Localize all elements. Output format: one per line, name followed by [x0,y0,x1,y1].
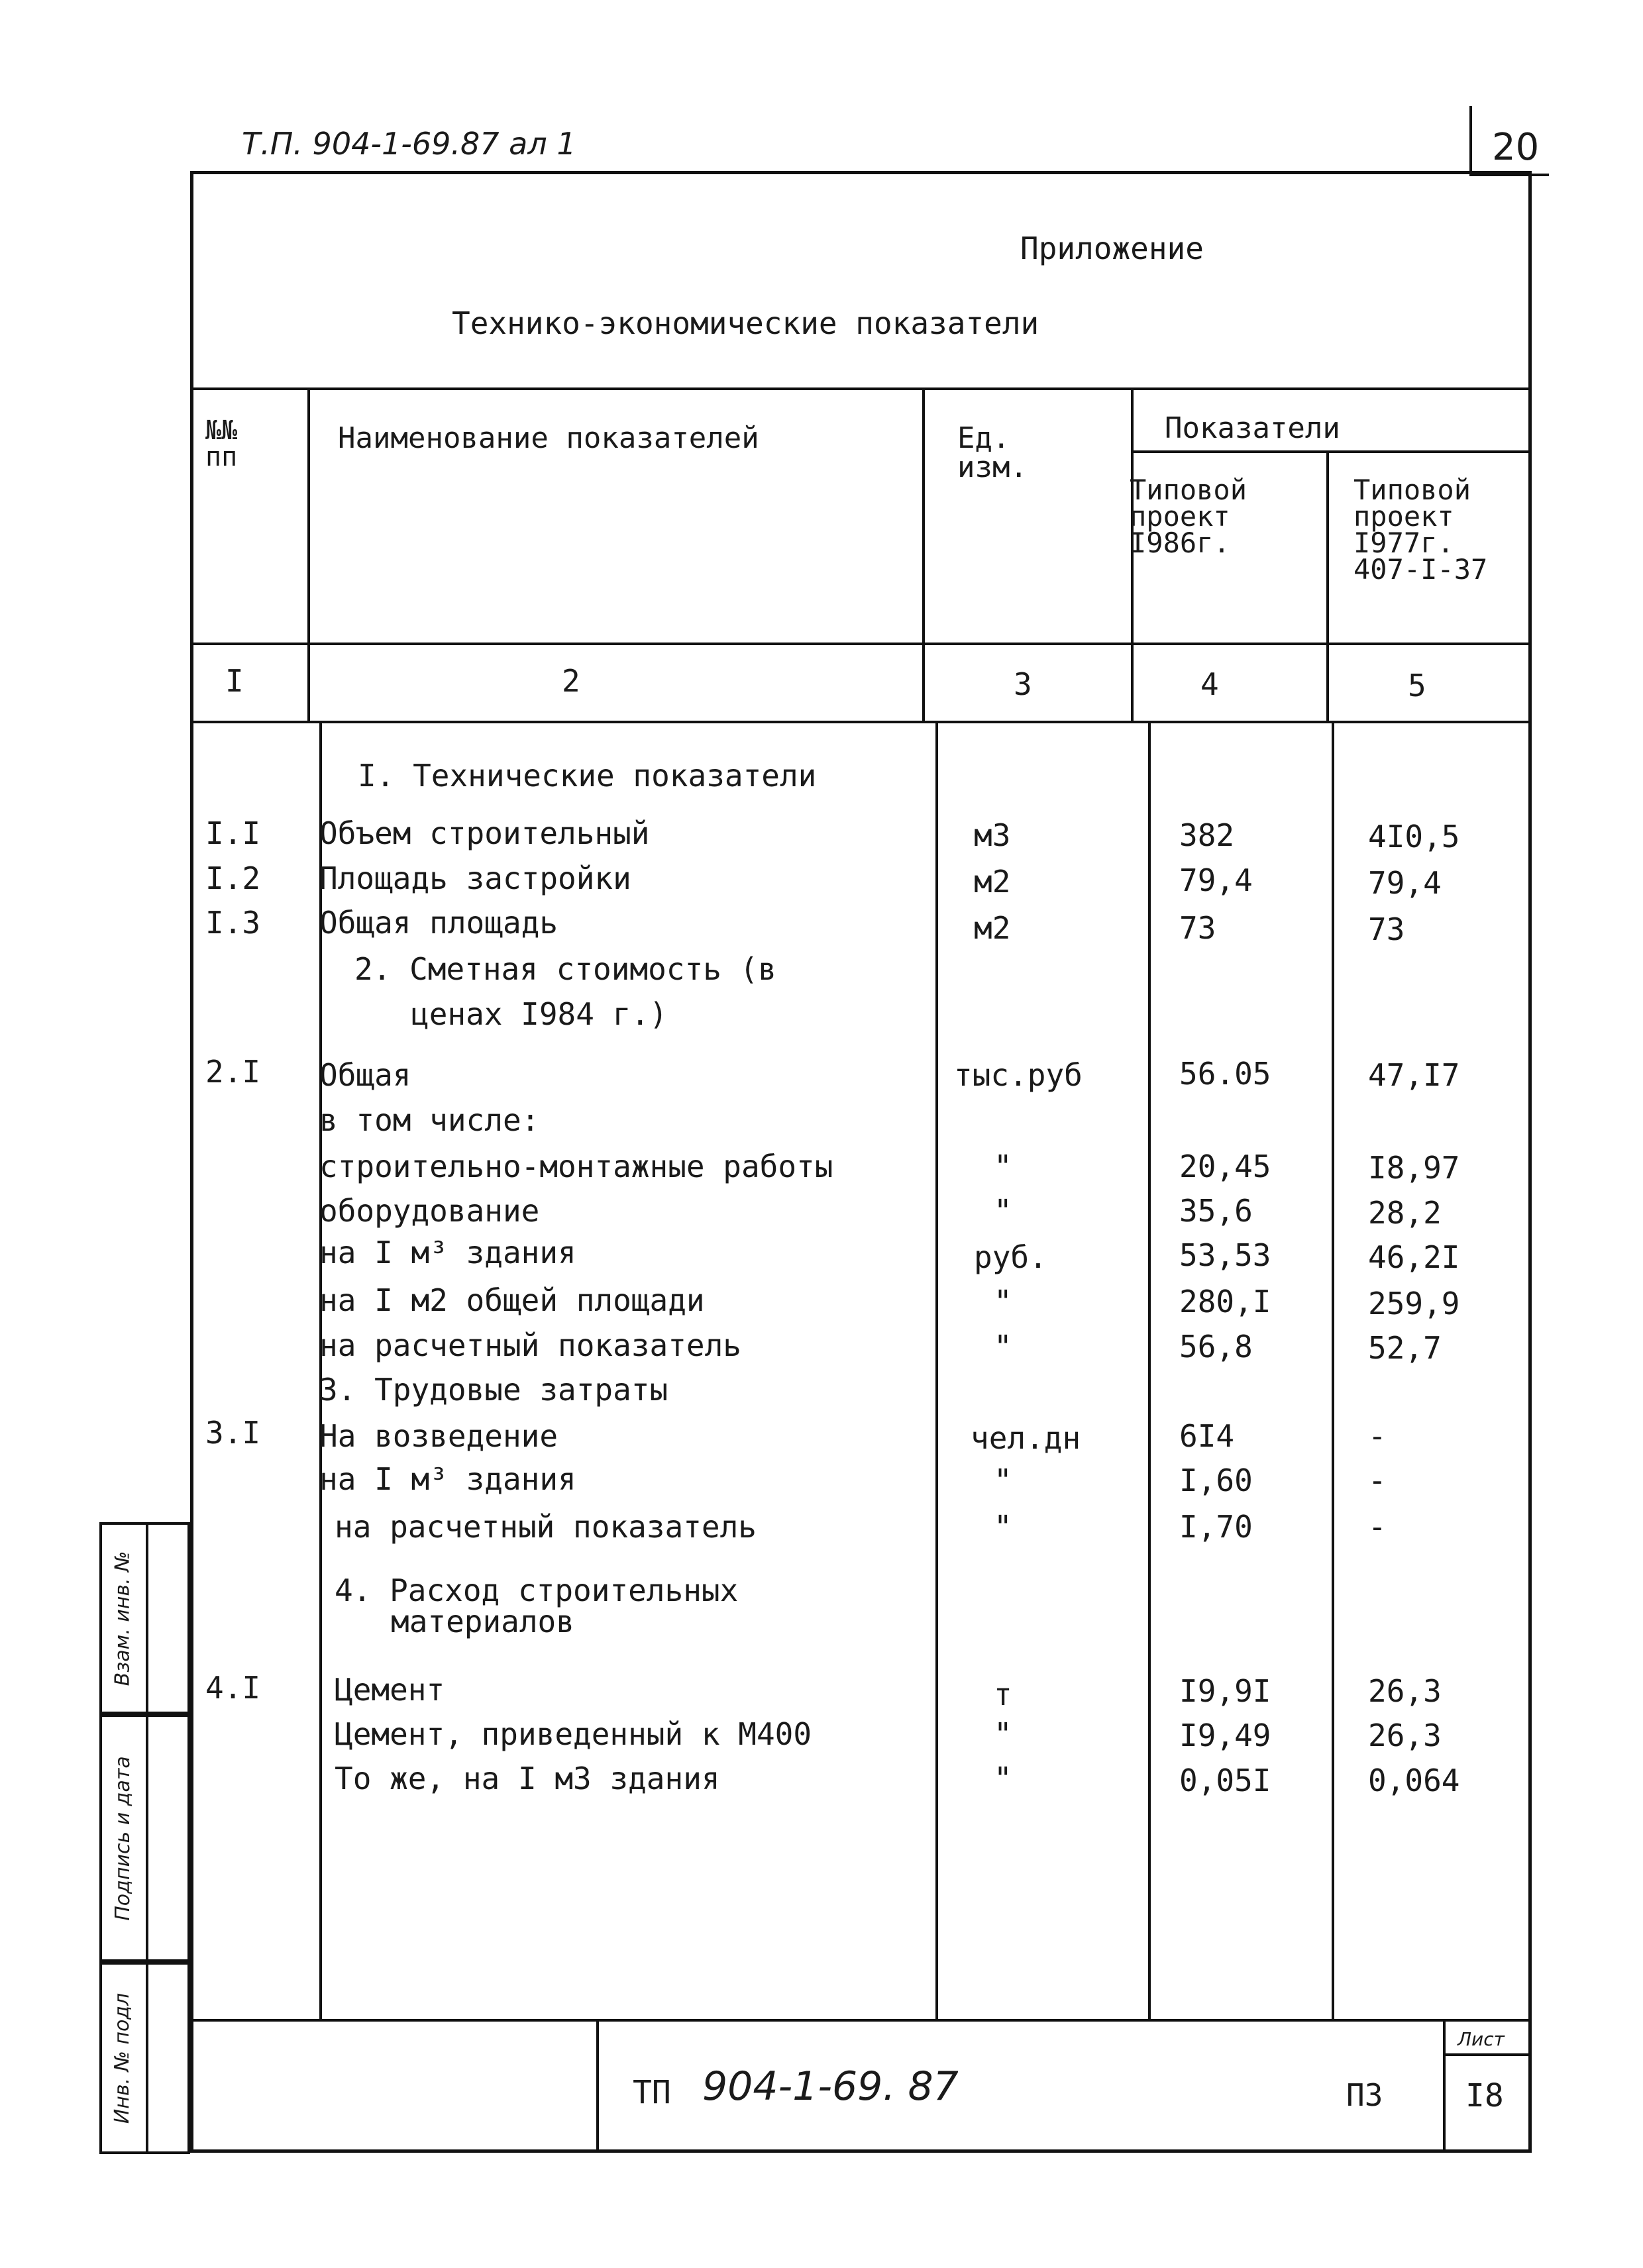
row-1-unit: м3 [974,817,1011,853]
header-indicators: Показатели [1165,411,1340,445]
row-11-v2: 259,9 [1368,1286,1460,1321]
side-stamp-field-1: Взам. инв. № [111,1551,134,1686]
col-divider-2-header [922,387,925,721]
row-8-unit: " [994,1149,1012,1184]
row-2-num: I.2 [205,860,261,896]
side-stamp-field-3: Инв. № подл [111,1992,134,2124]
row-3-unit: м2 [974,910,1011,946]
row-14-v2: - [1368,1418,1387,1454]
row-20-v2: 26,3 [1368,1718,1442,1753]
header-unit: Ед. изм. [957,421,1028,484]
row-3-v1: 73 [1179,910,1216,946]
row-12-v2: 52,7 [1368,1330,1442,1366]
row-9-v2: 28,2 [1368,1195,1442,1231]
row-11-name: на I м2 общей площади [319,1282,705,1318]
row-21-name: То же, на I м3 здания [335,1761,720,1796]
col-divider-2-body [935,721,938,2019]
row-19-name: Цемент [335,1672,445,1708]
col-number-2: 2 [562,663,580,699]
row-15-v1: I,60 [1179,1463,1253,1498]
col-number-1: I [225,663,244,699]
col-divider-4-body [1332,721,1334,2019]
footer-section: ПЗ [1346,2077,1383,2113]
row-10-v1: 53,53 [1179,1237,1271,1273]
row-9-name: оборудование [319,1193,540,1229]
col-number-4: 4 [1200,666,1219,702]
row-1-name: Объем строительный [319,815,650,851]
column-number-bottom-line [190,721,1532,723]
header-name: Наименование показателей [338,421,759,455]
row-13-name: 3. Трудовые затраты [319,1372,668,1408]
row-19-unit: т [994,1676,1012,1712]
row-16-name: на расчетный показатель [335,1509,757,1545]
row-21-v2: 0,064 [1368,1763,1460,1798]
row-6-v2: 47,I7 [1368,1057,1460,1093]
col-divider-1-header [307,387,310,721]
side-stamp-divider [146,1522,148,2154]
row-11-unit: " [994,1284,1012,1319]
row-21-v1: 0,05I [1179,1763,1271,1798]
indicators-subheader-line [1131,450,1532,453]
col-number-5: 5 [1408,668,1426,703]
footer-top-line [190,2019,1532,2022]
row-3-v2: 73 [1368,911,1405,947]
header-col5: Типовой проект I977г. 407-I-37 [1353,474,1488,586]
side-stamp-field-2: Подпись и дата [111,1755,134,1921]
row-3-num: I.3 [205,905,261,941]
row-5-name: ценах I984 г.) [411,996,668,1032]
footer-prefix: ТП [633,2074,671,2111]
row-9-v1: 35,6 [1179,1193,1253,1229]
row-8-v2: I8,97 [1368,1150,1460,1186]
row-14-name: На возведение [319,1418,558,1454]
row-15-unit: " [994,1463,1012,1498]
row-14-num: 3.I [205,1415,261,1451]
row-11-v1: 280,I [1179,1284,1271,1319]
row-10-name: на I м³ здания [319,1235,576,1270]
row-6-v1: 56.05 [1179,1056,1271,1092]
row-14-v1: 6I4 [1179,1418,1235,1454]
row-21-unit: " [994,1761,1012,1796]
page-number-divider [1469,106,1472,172]
row-1-num: I.I [205,815,261,851]
row-10-v2: 46,2I [1368,1239,1460,1275]
table-top-border [190,387,1532,390]
row-16-unit: " [994,1509,1012,1545]
row-15-name: на I м³ здания [319,1461,576,1497]
row-1-v2: 4I0,5 [1368,819,1460,854]
row-12-unit: " [994,1329,1012,1365]
row-20-v1: I9,49 [1179,1718,1271,1753]
row-17-name: 4. Расход строительных [335,1572,739,1608]
footer-divider-1 [596,2019,599,2153]
row-2-unit: м2 [974,864,1011,900]
footer-doc-code: 904-1-69. 87 [702,2063,959,2110]
row-8-name: строительно-монтажные работы [319,1149,833,1184]
row-6-name: Общая [319,1057,411,1093]
row-19-v2: 26,3 [1368,1673,1442,1709]
row-15-v2: - [1368,1463,1387,1498]
row-18-name: материалов [391,1604,574,1639]
row-4-name: 2. Сметная стоимость (в [354,951,776,987]
row-16-v2: - [1368,1509,1387,1545]
top-reference: Т.П. 904-1-69.87 ал 1 [242,126,576,162]
row-2-name: Площадь застройки [319,860,631,896]
col-divider-3-body [1148,721,1151,2019]
row-0-name: I. Технические показатели [358,758,817,794]
row-9-unit: " [994,1193,1012,1229]
row-19-v1: I9,9I [1179,1673,1271,1709]
col-divider-4-header [1326,450,1329,721]
row-20-unit: " [994,1716,1012,1752]
row-1-v1: 382 [1179,817,1235,853]
footer-sheet-label: Лист [1458,2028,1505,2050]
row-3-name: Общая площадь [319,905,558,941]
footer-divider-2 [1443,2019,1446,2153]
header-bottom-line [190,643,1532,645]
row-6-num: 2.I [205,1054,261,1090]
footer-sheet-line [1443,2053,1532,2056]
appendix-label: Приложение [1020,231,1204,266]
row-12-name: на расчетный показатель [319,1327,741,1363]
footer-sheet-number: I8 [1465,2077,1504,2114]
row-16-v1: I,70 [1179,1509,1253,1545]
row-19-num: 4.I [205,1670,261,1706]
page-number: 20 [1492,126,1540,169]
row-12-v1: 56,8 [1179,1329,1253,1365]
row-7-name: в том числе: [319,1102,540,1138]
header-col4: Типовой проект I986г. [1130,474,1247,559]
row-8-v1: 20,45 [1179,1149,1271,1184]
row-20-name: Цемент, приведенный к М400 [335,1716,812,1752]
row-14-unit: чел.дн [971,1420,1081,1456]
document-title: Технико-экономические показатели [452,305,1039,341]
row-10-unit: руб. [974,1239,1047,1275]
row-2-v2: 79,4 [1368,865,1442,901]
row-6-unit: тыс.руб [954,1057,1083,1093]
header-num: №№ пп [205,415,238,472]
row-2-v1: 79,4 [1179,862,1253,898]
col-number-3: 3 [1014,666,1032,702]
